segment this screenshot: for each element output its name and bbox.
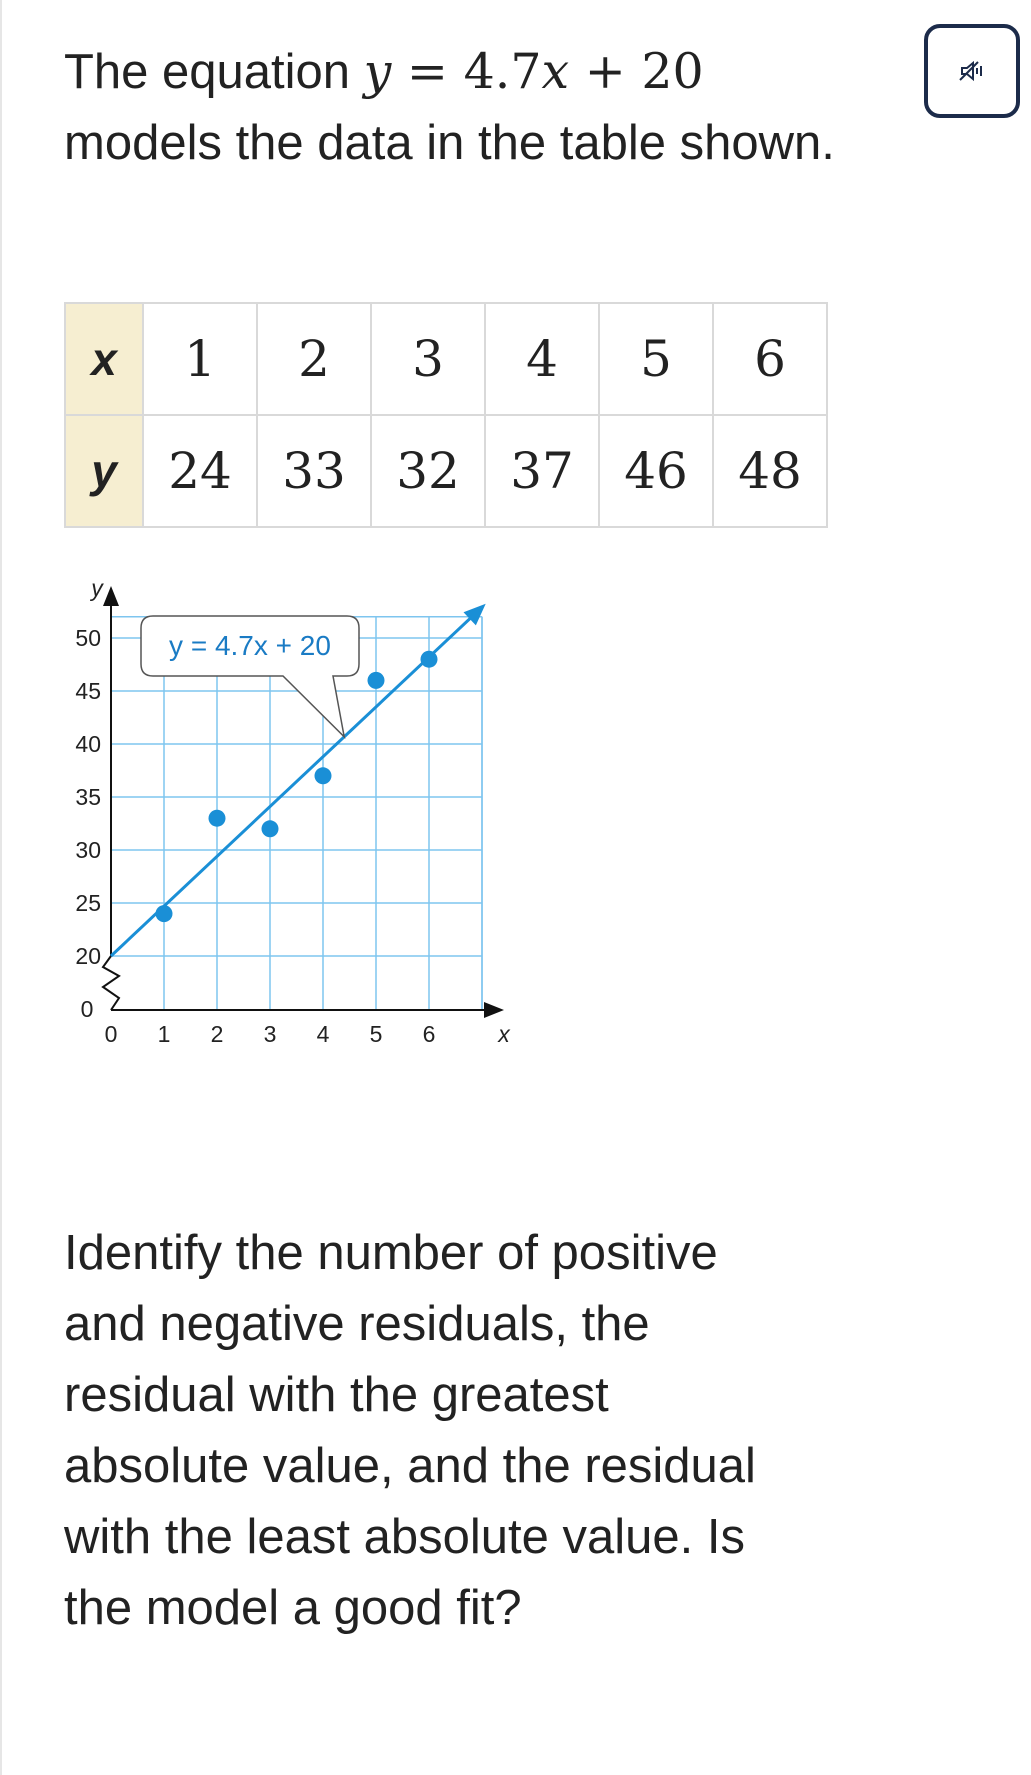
table-cell: 2: [257, 303, 371, 415]
y-tick-label: 45: [75, 678, 101, 704]
y-tick-label: 30: [75, 837, 101, 863]
problem-statement: [64, 36, 844, 179]
left-border: [0, 0, 2, 1775]
data-point: [156, 905, 173, 922]
y-tick-label: 40: [75, 731, 101, 757]
table-cell: 46: [599, 415, 713, 527]
table-cell: 1: [143, 303, 257, 415]
table-cell: 32: [371, 415, 485, 527]
x-tick-label: 6: [422, 1021, 436, 1047]
table-cell: 24: [143, 415, 257, 527]
prompt-intro: The equation: [64, 45, 364, 99]
data-point: [315, 767, 332, 784]
y-tick-label: 20: [75, 943, 101, 969]
x-axis-label: x: [498, 1021, 510, 1047]
y-tick-label: 35: [75, 784, 101, 810]
data-point: [262, 820, 279, 837]
table-cell: 37: [485, 415, 599, 527]
x-tick-label: 5: [369, 1021, 383, 1047]
x-tick-label: 4: [316, 1021, 330, 1047]
x-tick-label: 1: [157, 1021, 171, 1047]
question-text: Identify the number of positive and negative residuals, the residual with the greatest absolute value, and the residual with the least absolute value. Is the model a good fit?: [64, 1226, 756, 1635]
table-cell: 48: [713, 415, 827, 527]
x-tick-label: 3: [263, 1021, 277, 1047]
y-tick-label: 25: [75, 890, 101, 916]
table-cell: 33: [257, 415, 371, 527]
table-row-y: [65, 415, 827, 527]
data-point: [421, 651, 438, 668]
equation-y: y: [363, 43, 392, 100]
axis-break: [103, 956, 119, 1010]
equation-x: x: [541, 43, 570, 100]
data-point: [209, 810, 226, 827]
table-cell: 6: [713, 303, 827, 415]
speaker-muted-icon: [959, 60, 985, 82]
equation-coefficient: = 4.7: [391, 43, 542, 100]
table-cell: 3: [371, 303, 485, 415]
y-tick-label: 50: [75, 625, 101, 651]
y-axis-label: y: [91, 575, 103, 601]
x-tick-label: 2: [210, 1021, 224, 1047]
table-cell: 5: [599, 303, 713, 415]
data-table: [64, 302, 828, 528]
prompt-rest: models the data in the table shown.: [64, 116, 835, 170]
equation-constant: + 20: [569, 43, 704, 100]
x-tick-label: 0: [104, 1021, 118, 1047]
x-axis-arrow: [484, 1002, 504, 1018]
table-header-y: y: [65, 415, 143, 527]
y-axis-arrow: [103, 586, 119, 606]
table-cell: 4: [485, 303, 599, 415]
table-header-x: x: [65, 303, 143, 415]
scatter-plot: [56, 575, 510, 1058]
equation-callout-label: y = 4.7x + 20: [169, 630, 331, 661]
origin-label: 0: [80, 996, 94, 1022]
data-point: [368, 672, 385, 689]
table-row-x: [65, 303, 827, 415]
audio-button[interactable]: [924, 24, 1020, 118]
